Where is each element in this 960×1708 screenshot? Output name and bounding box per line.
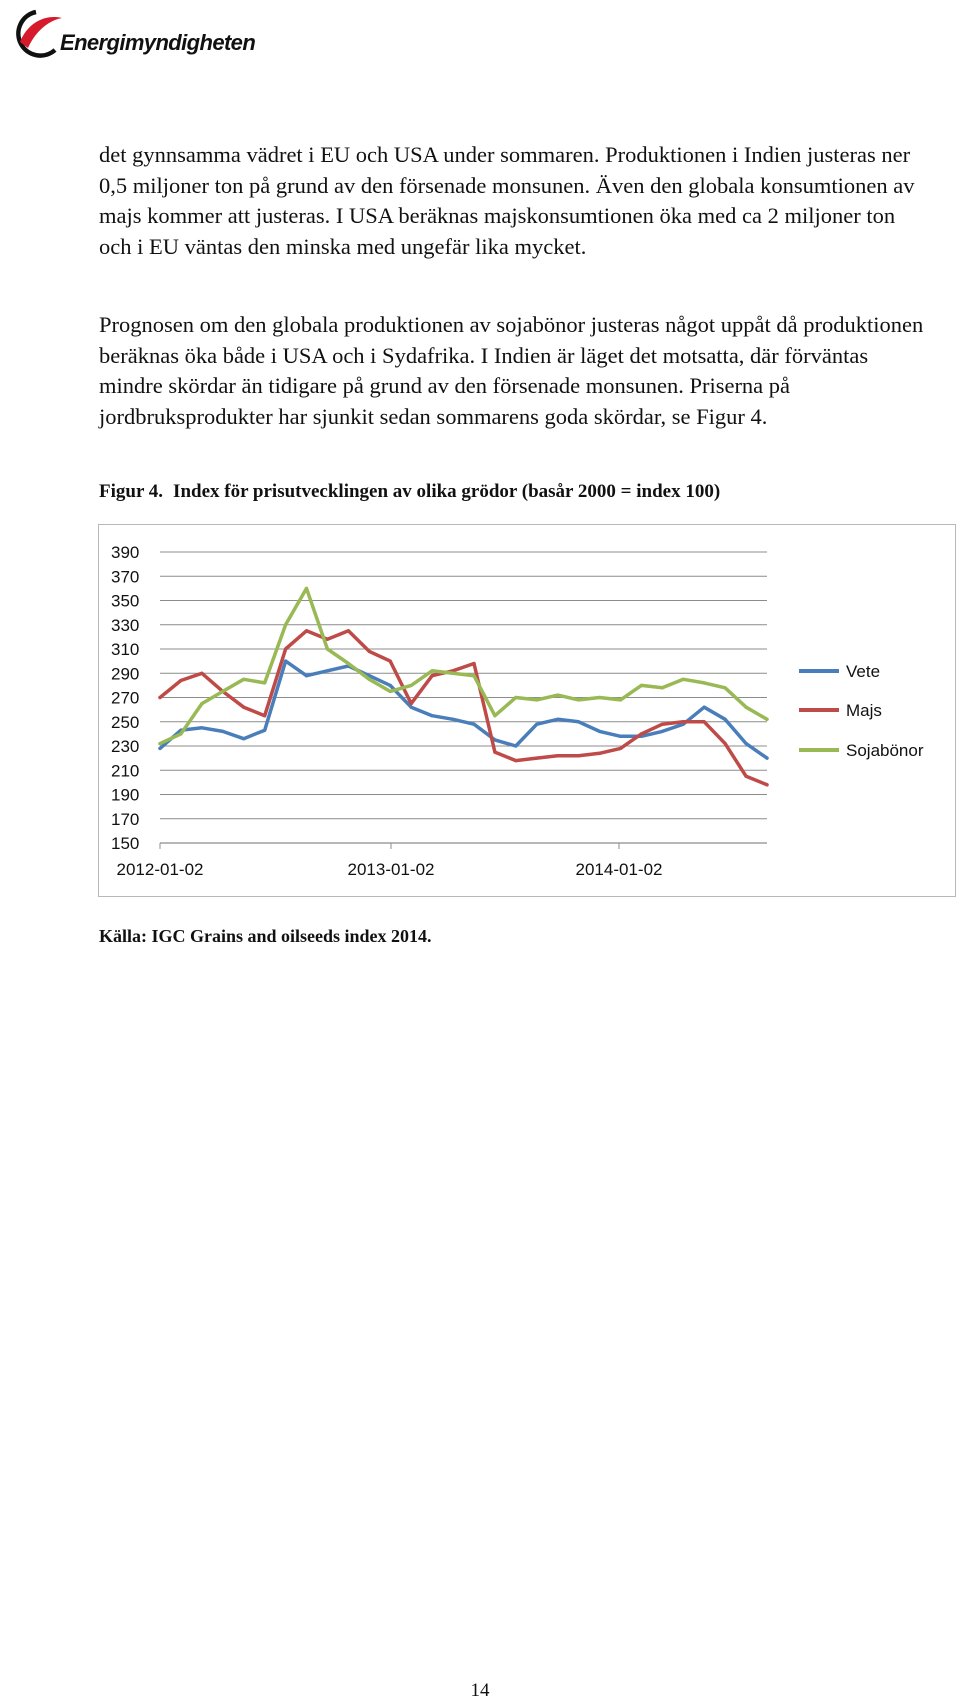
data-point bbox=[640, 732, 643, 735]
data-point bbox=[661, 686, 664, 689]
data-point bbox=[619, 747, 622, 750]
data-point bbox=[535, 723, 538, 726]
data-point bbox=[242, 678, 245, 681]
price-index-chart bbox=[98, 524, 956, 897]
y-tick-label: 190 bbox=[111, 785, 140, 805]
data-point bbox=[242, 737, 245, 740]
data-point bbox=[221, 690, 224, 693]
data-point bbox=[284, 647, 287, 650]
data-point bbox=[431, 669, 434, 672]
series-line-2 bbox=[160, 631, 767, 785]
data-point bbox=[745, 775, 748, 778]
data-point bbox=[431, 714, 434, 717]
data-point bbox=[263, 729, 266, 732]
legend-label: Majs bbox=[846, 701, 882, 720]
data-point bbox=[410, 706, 413, 709]
data-point bbox=[724, 742, 727, 745]
page-number: 14 bbox=[470, 1680, 490, 1701]
data-point bbox=[368, 650, 371, 653]
data-point bbox=[682, 678, 685, 681]
data-point bbox=[724, 718, 727, 721]
data-point bbox=[305, 629, 308, 632]
data-point bbox=[765, 757, 768, 760]
data-point bbox=[745, 706, 748, 709]
data-point bbox=[305, 587, 308, 590]
data-point bbox=[284, 660, 287, 663]
data-point bbox=[535, 698, 538, 701]
data-point bbox=[556, 718, 559, 721]
figure-title: Index för prisutvecklingen av olika grödor (basår 2000 = index 100) bbox=[173, 481, 721, 502]
data-point bbox=[451, 718, 454, 721]
data-point bbox=[703, 706, 706, 709]
data-point bbox=[410, 684, 413, 687]
y-tick-label: 230 bbox=[111, 737, 140, 756]
data-point bbox=[200, 672, 203, 675]
legend-label: Vete bbox=[846, 662, 881, 681]
data-point bbox=[389, 660, 392, 663]
figure-label: Figur 4. bbox=[99, 481, 164, 502]
y-tick-label: 270 bbox=[111, 688, 140, 708]
x-tick-label: 2012-01-02 bbox=[116, 860, 204, 879]
data-point bbox=[326, 669, 329, 672]
data-point bbox=[472, 662, 475, 665]
data-point bbox=[410, 702, 413, 705]
data-point bbox=[200, 702, 203, 705]
data-point bbox=[619, 735, 622, 738]
data-point bbox=[619, 698, 622, 701]
data-point bbox=[765, 783, 768, 786]
data-point bbox=[451, 672, 454, 675]
data-point bbox=[389, 684, 392, 687]
data-point bbox=[640, 684, 643, 687]
data-point bbox=[598, 730, 601, 733]
logo-mark-icon bbox=[6, 4, 66, 64]
data-point bbox=[514, 696, 517, 699]
data-point bbox=[158, 747, 161, 750]
data-point bbox=[389, 690, 392, 693]
data-point bbox=[514, 759, 517, 762]
x-tick-label: 2014-01-02 bbox=[575, 860, 663, 879]
data-point bbox=[472, 674, 475, 677]
y-tick-label: 170 bbox=[111, 809, 140, 829]
data-point bbox=[745, 742, 748, 745]
y-tick-label: 150 bbox=[111, 834, 140, 853]
legend-label: Sojabönor bbox=[846, 741, 924, 760]
data-point bbox=[305, 674, 308, 677]
data-point bbox=[347, 629, 350, 632]
y-tick-label: 330 bbox=[111, 615, 140, 635]
data-point bbox=[493, 751, 496, 754]
data-point bbox=[347, 662, 350, 665]
data-point bbox=[682, 720, 685, 723]
data-point bbox=[556, 694, 559, 697]
data-point bbox=[179, 732, 182, 735]
y-tick-label: 290 bbox=[111, 664, 140, 684]
data-point bbox=[431, 674, 434, 677]
y-tick-label: 390 bbox=[111, 543, 140, 562]
y-tick-label: 370 bbox=[111, 567, 140, 587]
energimyndigheten-logo bbox=[6, 4, 276, 64]
data-point bbox=[577, 754, 580, 757]
data-point bbox=[158, 742, 161, 745]
data-point bbox=[661, 723, 664, 726]
data-point bbox=[158, 696, 161, 699]
logo-text: Energimyndigheten bbox=[60, 30, 256, 55]
y-tick-label: 350 bbox=[111, 591, 140, 611]
data-point bbox=[703, 681, 706, 684]
y-tick-label: 310 bbox=[111, 640, 140, 659]
figure-source: Källa: IGC Grains and oilseeds index 2014. bbox=[99, 926, 432, 946]
data-point bbox=[577, 720, 580, 723]
data-point bbox=[535, 757, 538, 760]
x-tick-label: 2013-01-02 bbox=[347, 860, 435, 879]
figure-caption bbox=[99, 481, 720, 503]
y-tick-label: 250 bbox=[111, 712, 140, 732]
data-point bbox=[263, 714, 266, 717]
data-point bbox=[221, 730, 224, 733]
data-point bbox=[284, 623, 287, 626]
data-point bbox=[263, 681, 266, 684]
data-point bbox=[577, 698, 580, 701]
data-point bbox=[326, 647, 329, 650]
data-point bbox=[179, 679, 182, 682]
data-point bbox=[493, 714, 496, 717]
data-point bbox=[514, 744, 517, 747]
data-point bbox=[368, 678, 371, 681]
y-tick-label: 210 bbox=[111, 761, 140, 781]
logo-swoosh bbox=[20, 17, 62, 48]
data-point bbox=[242, 706, 245, 709]
body-paragraph-1: det gynnsamma vädret i EU och USA under sommaren. Produktionen i Indien justeras ner 0,5 miljoner ton på grund av den försenade monsunen. Även den globala konsumtionen av majs kommer att justeras. I USA beräknas majskonsumtionen öka med ca 2 miljoner ton och i EU väntas den minska med ungefär lika mycket. bbox=[99, 142, 915, 259]
data-point bbox=[598, 752, 601, 755]
data-point bbox=[200, 726, 203, 729]
data-point bbox=[472, 723, 475, 726]
price-index-chart-svg bbox=[99, 525, 957, 898]
data-point bbox=[703, 720, 706, 723]
body-paragraph-2: Prognosen om den globala produktionen av sojabönor justeras något uppåt då produktionen beräknas öka både i USA och i Sydafrika. I Indien är läget det motsatta, där förväntas mindre skördar än tidigare på grund av den försenade monsunen. Priserna på jordbruksprodukter har sjunkit sedan sommarens goda skördar, se Figur 4. bbox=[99, 312, 924, 429]
data-point bbox=[765, 718, 768, 721]
data-point bbox=[556, 754, 559, 757]
data-point bbox=[661, 730, 664, 733]
data-point bbox=[724, 686, 727, 689]
data-point bbox=[598, 696, 601, 699]
